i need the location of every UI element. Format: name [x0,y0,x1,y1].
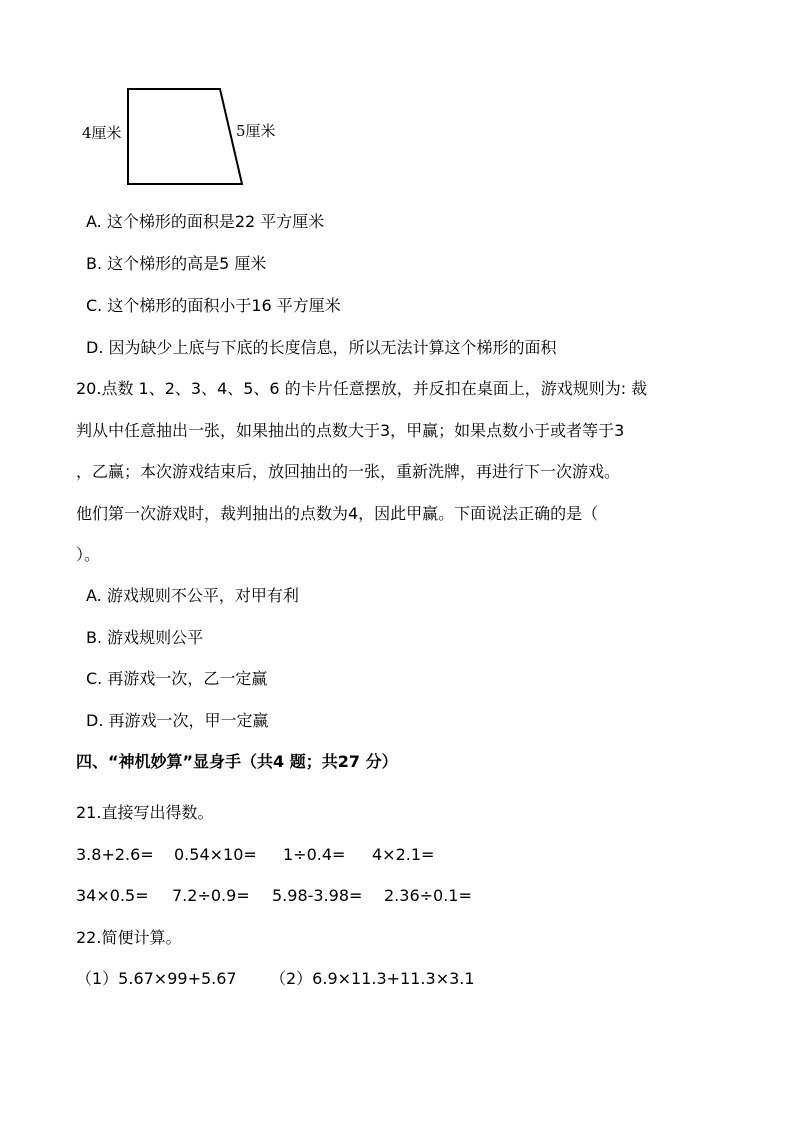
q20-option-c: C. 再游戏一次，乙一定赢 [86,669,268,688]
q20-line-1: 20.点数 1、2、3、4、5、6 的卡片任意摆放，并反扣在桌面上，游戏规则为: 裁 [76,379,648,398]
q22-title: 22.简便计算。 [76,928,182,947]
q21-item: 0.54×10= [174,845,257,864]
q20-line-3: ，乙赢；本次游戏结束后，放回抽出的一张，重新洗牌，再进行下一次游戏。 [76,462,621,481]
trapezoid-shape [128,89,242,184]
q21-item: 5.98-3.98= [272,886,363,905]
q20-line-4: 他们第一次游戏时，裁判抽出的点数为4，因此甲赢。下面说法正确的是（ [76,504,599,523]
q20-line-2: 判从中任意抽出一张，如果抽出的点数大于3，甲赢；如果点数小于或者等于3 [76,421,625,440]
q21-item: 2.36÷0.1= [384,886,472,905]
q19-option-a: A. 这个梯形的面积是22 平方厘米 [86,212,325,231]
section-heading: 四、“神机妙算”显身手（共4 题；共27 分） [76,752,398,771]
q20-option-b: B. 游戏规则公平 [86,628,204,647]
q19-option-c: C. 这个梯形的面积小于16 平方厘米 [86,296,341,315]
trapezoid-right-label: 5厘米 [236,122,276,140]
q20-option-a: A. 游戏规则不公平，对甲有利 [86,586,299,605]
q21-item: 1÷0.4= [283,845,346,864]
q22-item: （1）5.67×99+5.67 [76,969,237,988]
q21-item: 4×2.1= [372,845,435,864]
q21-title: 21.直接写出得数。 [76,803,214,822]
q19-option-b: B. 这个梯形的高是5 厘米 [86,254,267,273]
q21-item: 34×0.5= [76,886,149,905]
q22-item: （2）6.9×11.3+11.3×3.1 [270,969,475,988]
q19-option-d: D. 因为缺少上底与下底的长度信息，所以无法计算这个梯形的面积 [86,338,557,357]
q21-item: 7.2÷0.9= [172,886,250,905]
trapezoid-left-label: 4厘米 [82,124,122,142]
q21-item: 3.8+2.6= [76,845,154,864]
q20-line-5: ）。 [76,545,101,564]
q20-option-d: D. 再游戏一次，甲一定赢 [86,711,269,730]
trapezoid-figure [0,0,794,200]
